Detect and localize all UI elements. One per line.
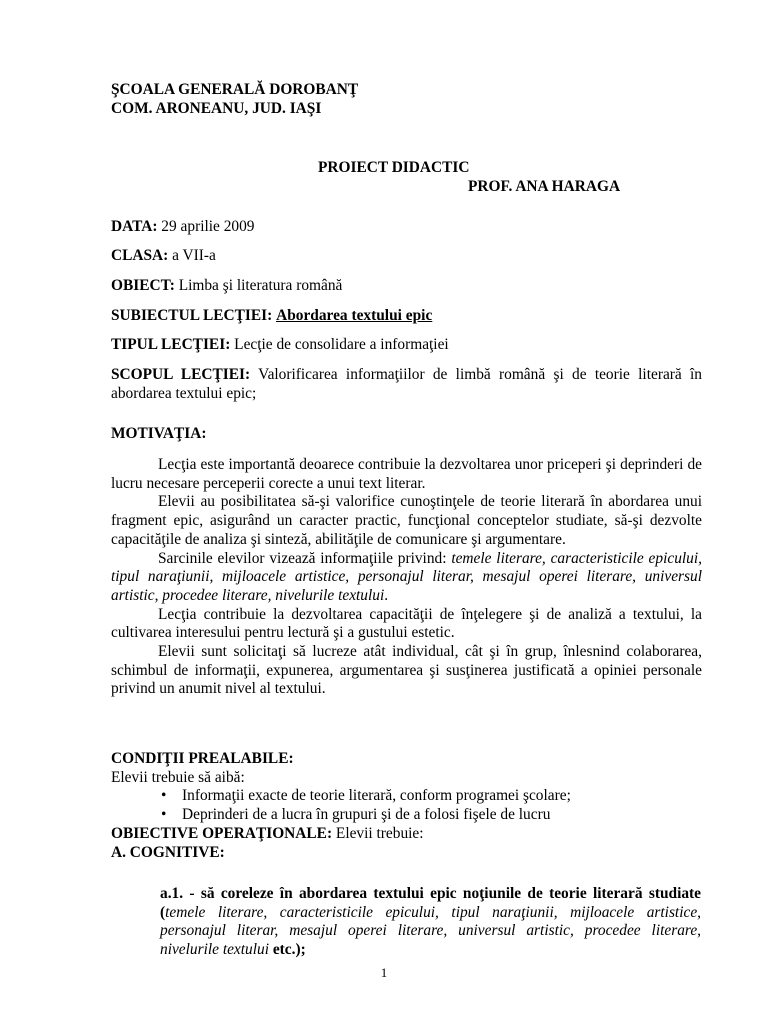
school-location: COM. ARONEANU, JUD. IAŞI xyxy=(111,99,322,117)
date-label: DATA: xyxy=(111,218,158,235)
author-name: PROF. ANA HARAGA xyxy=(468,177,621,195)
motivation-paragraph-5: Elevii sunt solicitaţi să lucreze atât individual, cât şi în grup, înlesnind colaborarea, schimbul de informaţii, expunerea, argumentarea şi susţinerea justificată a opiniei personale privind un anumit nivel al textului. xyxy=(111,643,702,698)
objective-a1-topics: temele literare, caracteristicile epicului, tipul naraţiunii, mijloacele artistice, personajul literar, mesajul operei literare, universul artistic, procedee literare, nivelurile textului xyxy=(160,903,701,959)
lesson-type-label: TIPUL LECŢIEI: xyxy=(111,336,231,353)
field-object xyxy=(111,277,702,296)
field-subject xyxy=(111,307,702,326)
objective-a1-label: a.1. xyxy=(160,885,184,902)
class-value: a VII-a xyxy=(168,247,216,264)
motivation-heading: MOTIVAŢIA: xyxy=(111,425,207,442)
prerequisites-intro: Elevii trebuie să aibă: xyxy=(111,768,245,786)
prerequisites-list xyxy=(111,787,702,824)
motivation-paragraph-3: Sarcinile elevilor vizează informaţiile privind: temele literare, caracteristicile epicului, tipul naraţiunii, mijloacele artistice, personajul literar, mesajul operei literare, universul artistic, procedee literare, nivelurile textului. xyxy=(111,549,702,604)
list-item: • Informaţii exacte de teorie literară, conform programei şcolare; xyxy=(161,787,571,805)
class-label: CLASA: xyxy=(111,247,169,264)
prerequisites-heading: CONDIŢII PREALABILE: xyxy=(111,750,294,767)
objective-a1-end: etc.); xyxy=(268,941,306,959)
object-value: Limba şi literatura română xyxy=(174,277,343,294)
objectives-heading: OBIECTIVE OPERAŢIONALE: Elevii trebuie: xyxy=(111,824,424,842)
motivation-section xyxy=(111,456,702,699)
cognitive-heading: A. COGNITIVE: xyxy=(111,843,225,861)
field-class xyxy=(111,247,702,266)
school-name: ŞCOALA GENERALĂ DOROBANŢ xyxy=(111,81,359,98)
document-title: PROIECT DIDACTIC xyxy=(318,159,470,176)
objective-a1-intro: - să coreleze în abordarea textului epic noţiunile de teorie literară studiate ( xyxy=(160,885,701,921)
date-value: 29 aprilie 2009 xyxy=(157,218,255,235)
bullet-icon: • xyxy=(161,787,167,805)
school-header xyxy=(111,81,702,118)
field-lesson-type xyxy=(111,336,702,355)
page-number: 1 xyxy=(380,965,388,980)
motivation-topics: temele literare, caracteristicile epicului, tipul naraţiunii, mijloacele artistice, personajul literar, mesajul operei literare, universul artistic, procedee literare, nivelurile textului xyxy=(111,549,702,604)
objective-a1 xyxy=(160,885,701,960)
object-label: OBIECT: xyxy=(111,277,175,294)
scope-label: SCOPUL LECŢIEI: xyxy=(111,366,251,383)
list-item: • Deprinderi de a lucra în grupuri şi de a folosi fişele de lucru xyxy=(161,806,551,824)
title-block xyxy=(111,159,702,196)
prerequisites-section xyxy=(111,750,702,862)
subject-value: Abordarea textului epic xyxy=(276,307,433,324)
motivation-paragraph-4: Lecţia contribuie la dezvoltarea capacităţii de înţelegere şi de analiză a textului, la cultivarea interesului pentru lectură şi a gustului estetic. xyxy=(111,605,702,642)
subject-label: SUBIECTUL LECŢIEI: xyxy=(111,307,273,324)
field-date xyxy=(111,218,702,237)
bullet-icon: • xyxy=(161,806,167,824)
motivation-paragraph-1: Lecţia este importantă deoarece contribuie la dezvoltarea unor priceperi şi deprinderi de lucru necesare perceperii corecte a unui text literar. xyxy=(111,456,702,492)
scope-value: Valorificarea informaţiilor de limbă română şi de teorie literară în abordarea textului epic; xyxy=(111,366,702,402)
field-scope xyxy=(111,366,702,403)
motivation-paragraph-2: Elevii au posibilitatea să-şi valorifice cunoştinţele de teorie literară în abordarea unui fragment epic, asigurând un caracter practic, funcţional conceptelor studiate, să-şi dezvolte capacităţile de analiza şi sinteză, abilităţile de comunicare şi argumentare. xyxy=(111,493,702,548)
lesson-type-value: Lecţie de consolidare a informaţiei xyxy=(230,336,449,353)
